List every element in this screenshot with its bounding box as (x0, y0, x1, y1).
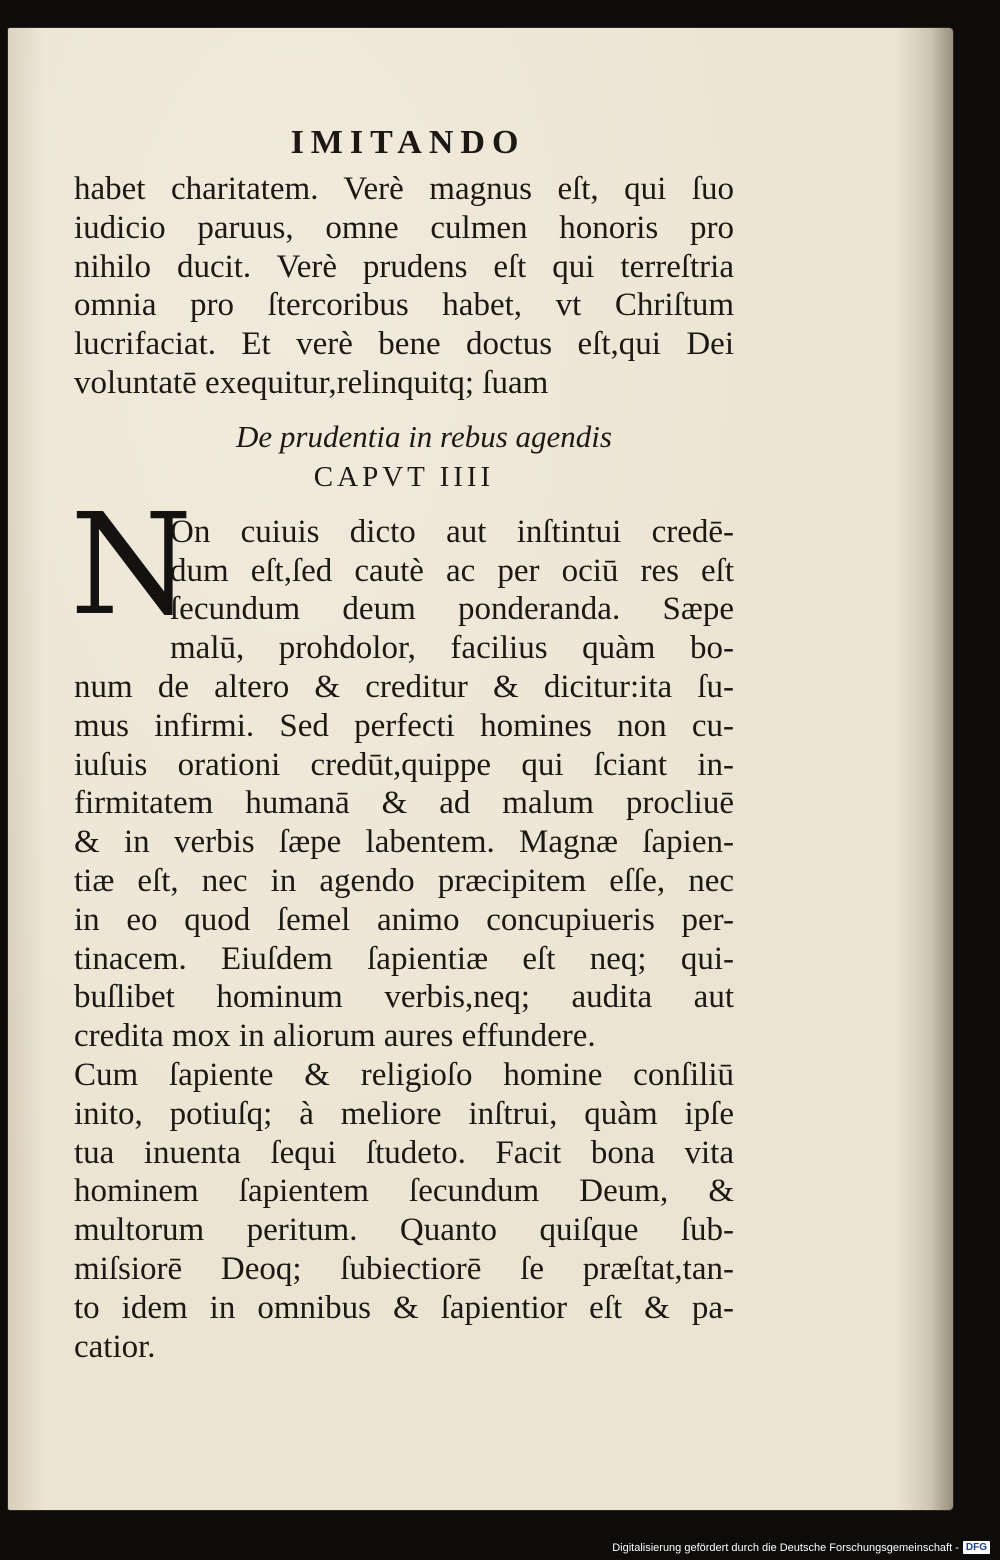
text-line: inito, potiuſq; à meliore inſtrui, quàm ipſe (74, 1095, 734, 1132)
text-line: buſlibet hominum verbis,neq; audita aut (74, 979, 734, 1016)
text-line: firmitatem humanā & ad malum procliuē (74, 785, 734, 822)
text-block (70, 124, 734, 1366)
text-line: catior. (74, 1328, 156, 1365)
chapter-body (70, 483, 734, 1367)
chapter-title: De prudentia in rebus agendis (236, 418, 612, 454)
text-line: miſsiorē Deoq; ſubiectiorē ſe præſtat,tan- (74, 1250, 734, 1287)
text-line: voluntatē exequitur,relinquitq; ſuam (74, 364, 549, 401)
text-line: num de altero & creditur & dicitur:ita ſu- (74, 668, 734, 705)
running-head: IMITANDO (290, 124, 526, 161)
text-line: malū, prohdolor, facilius quàm bo- (170, 630, 734, 667)
previous-chapter-ending (74, 170, 734, 403)
book-page (8, 28, 953, 1510)
text-line: credita mox in aliorum aures effundere. (74, 1018, 596, 1055)
text-line: On cuiuis dicto aut inſtintui credē- (170, 513, 734, 550)
text-line: lucrifaciat. Et verè bene doctus eſt,qui Dei (74, 326, 734, 363)
text-line: multorum peritum. Quanto quiſque ſub- (74, 1212, 734, 1249)
text-line: tiæ eſt, nec in agendo præcipitem eſſe, nec (74, 862, 734, 899)
chapter-number: CAPVT IIII (313, 460, 495, 493)
text-line: dum eſt,ſed cautè ac per ociū res eſt (170, 552, 734, 589)
credit-text: Digitalisierung gefördert durch die Deutsche Forschungsgemeinschaft - (612, 1541, 959, 1554)
text-line: mus infirmi. Sed perfecti homines non cu- (74, 707, 734, 744)
text-line: tinacem. Eiuſdem ſapientiæ eſt neq; qui- (74, 940, 734, 977)
footer-bar (0, 1516, 1000, 1560)
text-line: & in verbis ſæpe labentem. Magnæ ſapien- (74, 824, 734, 861)
drop-cap-initial: N (70, 483, 193, 647)
text-line: hominem ſapientem ſecundum Deum, & (74, 1173, 734, 1210)
text-line: to idem in omnibus & ſapientior eſt & pa- (74, 1289, 734, 1326)
dfg-logo-icon: DFG (963, 1541, 990, 1554)
text-line: tua inuenta ſequi ſtudeto. Facit bona vita (74, 1134, 734, 1171)
text-line: ſecundum deum ponderanda. Sæpe (170, 591, 734, 628)
page-edge-shadow (931, 28, 953, 1510)
text-line: omnia pro ſtercoribus habet, vt Chriſtum (74, 287, 734, 324)
text-line: in eo quod ſemel animo concupiueris per- (74, 901, 734, 938)
text-line: nihilo ducit. Verè prudens eſt qui terreſtria (74, 248, 734, 285)
text-line: iudicio paruus, omne culmen honoris pro (74, 209, 734, 246)
digitization-credit (612, 1541, 990, 1554)
text-line: iuſuis orationi credūt,quippe qui ſciant in- (74, 746, 734, 783)
text-line: habet charitatem. Verè magnus eſt, qui ſuo (74, 171, 734, 207)
text-line: Cum ſapiente & religioſo homine conſiliū (74, 1056, 734, 1093)
